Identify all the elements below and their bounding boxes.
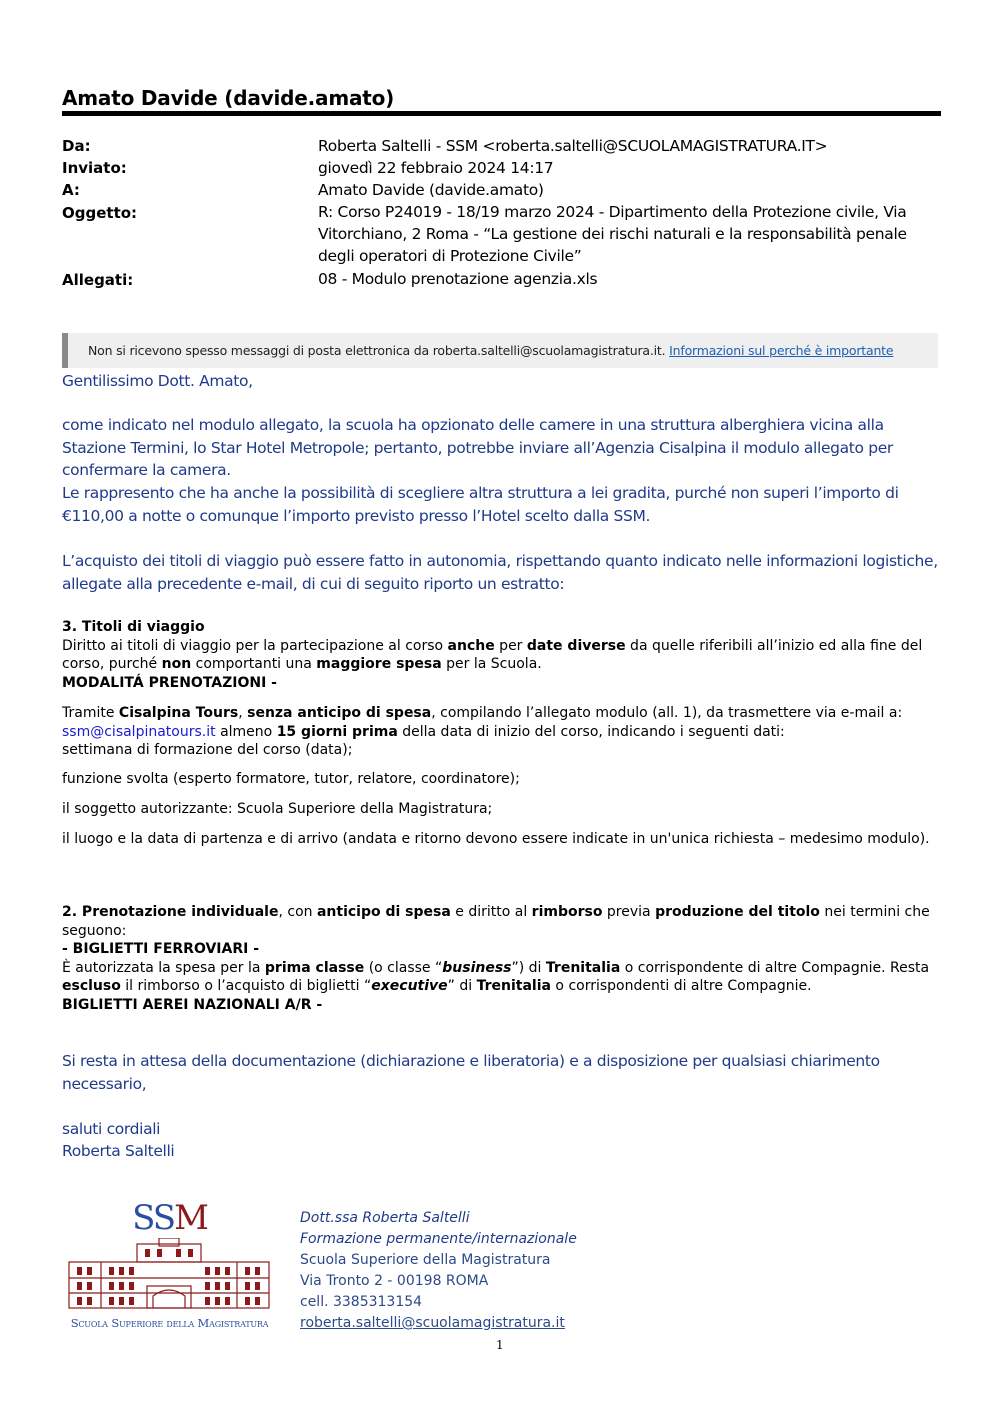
attachments-label: Allegati: <box>62 271 134 289</box>
notice-text: Non si ricevono spesso messaggi di posta elettronica da roberta.saltelli@scuolamagistratura.it. <box>88 343 666 358</box>
authorizer-line: il soggetto autorizzante: Scuola Superiore della Magistratura; <box>62 801 493 817</box>
subject-value: R: Corso P24019 - 18/19 marzo 2024 - Dipartimento della Protezione civile, Via Vitorchiano, 2 Roma - “La gestione dei rischi naturali e la responsabilità penale degli operatori di Protezione Civile” <box>318 203 907 265</box>
section-3-text: Diritto ai titoli di viaggio per la partecipazione al corso anche per date diverse da quelle riferibili all’inizio ed alla fine del corso, purché non comportanti una maggiore spesa per la Scuola. <box>62 637 923 672</box>
signature-address: Via Tronto 2 - 00198 ROMA <box>300 1273 489 1289</box>
signature-phone: cell. 3385313154 <box>300 1294 423 1310</box>
greeting: Gentilissimo Dott. Amato, <box>62 372 253 390</box>
cisalpina-email-link[interactable]: ssm@cisalpinatours.it <box>62 723 216 740</box>
signature-block <box>300 1208 700 1334</box>
page-number: 1 <box>496 1338 504 1352</box>
section-2-text: 2. Prenotazione individuale, con anticipo di spesa e diritto al rimborso previa produzione del titolo nei termini che seguono: <box>62 904 930 939</box>
ssm-logo-caption: Scuola Superiore della Magistratura <box>70 1316 269 1330</box>
sent-label: Inviato: <box>62 159 127 177</box>
body-paragraph-1: come indicato nel modulo allegato, la scuola ha opzionato delle camere in una struttura alberghiera vicina alla Stazione Termini, lo Star Hotel Metropole; pertanto, potrebbe inviare all’Agenzia Cisalpina il modulo allegato per confermare la camera. <box>62 416 893 479</box>
ssm-logo <box>62 1198 277 1333</box>
to-value: Amato Davide (davide.amato) <box>318 181 544 199</box>
closing-paragraph: Si resta in attesa della documentazione (dichiarazione e liberatoria) e a disposizione per qualsiasi chiarimento necessario, <box>62 1052 880 1093</box>
train-tickets-heading: - BIGLIETTI FERROVIARI - <box>62 941 260 957</box>
document-title: Amato Davide (davide.amato) <box>62 86 395 110</box>
attachment-file[interactable]: 08 - Modulo prenotazione agenzia.xls <box>318 270 598 288</box>
signature-email-link[interactable]: roberta.saltelli@scuolamagistratura.it <box>300 1315 565 1331</box>
sent-value: giovedì 22 febbraio 2024 14:17 <box>318 159 554 177</box>
ssm-building-icon <box>67 1238 272 1310</box>
cisalpina-paragraph: Tramite Cisalpina Tours, senza anticipo di spesa, compilando l’allegato modulo (all. 1), da trasmettere via e-mail a: ssm@cisalpinatours.it almeno 15 giorni prima della data di inizio del corso, indicando i seguenti dati: settimana di formazione del corso (data); <box>62 705 903 758</box>
signature-role: Formazione permanente/internazionale <box>300 1231 577 1247</box>
sender-name: Roberta Saltelli <box>62 1142 175 1160</box>
body-paragraph-3: L’acquisto dei titoli di viaggio può essere fatto in autonomia, rispettando quanto indicato nelle informazioni logistiche, allegate alla precedente e-mail, di cui di seguito riporto un estratto: <box>62 552 938 593</box>
signature-org: Scuola Superiore della Magistratura <box>300 1252 551 1268</box>
title-divider <box>62 111 941 116</box>
booking-modes-heading: MODALITÁ PRENOTAZIONI - <box>62 674 277 691</box>
from-label: Da: <box>62 137 91 155</box>
section-individual-booking <box>62 903 940 1014</box>
from-value: Roberta Saltelli - SSM <roberta.saltelli@SCUOLAMAGISTRATURA.IT> <box>318 137 828 155</box>
role-line: funzione svolta (esperto formatore, tutor, relatore, coordinatore); <box>62 771 520 787</box>
external-sender-notice <box>62 333 938 368</box>
flight-tickets-heading: BIGLIETTI AEREI NAZIONALI A/R - <box>62 996 323 1013</box>
closing-greeting: saluti cordiali <box>62 1120 161 1138</box>
departure-arrival-line: il luogo e la data di partenza e di arrivo (andata e ritorno devono essere indicate in un'unica richiesta – medesimo modulo). <box>62 831 930 847</box>
section-3-title: 3. Titoli di viaggio <box>62 619 205 635</box>
signature-name: Dott.ssa Roberta Saltelli <box>300 1210 470 1226</box>
to-label: A: <box>62 181 80 199</box>
body-paragraph-2: Le rappresento che ha anche la possibilità di scegliere altra struttura a lei gradita, purché non superi l’importo di €110,00 a notte o comunque l’importo previsto presso l’Hotel scelto dalla SSM. <box>62 484 899 525</box>
section-travel-titles <box>62 618 940 692</box>
notice-info-link[interactable]: Informazioni sul perché è importante <box>669 343 894 358</box>
ssm-logo-text: SSM <box>132 1198 207 1238</box>
train-tickets-text: È autorizzata la spesa per la prima classe (o classe “business”) di Trenitalia o corrispondente di altre Compagnie. Resta escluso il rimborso o l’acquisto di biglietti “executive” di Trenitalia o corrispondenti di altre Compagnie. <box>62 959 930 994</box>
subject-label: Oggetto: <box>62 204 138 222</box>
